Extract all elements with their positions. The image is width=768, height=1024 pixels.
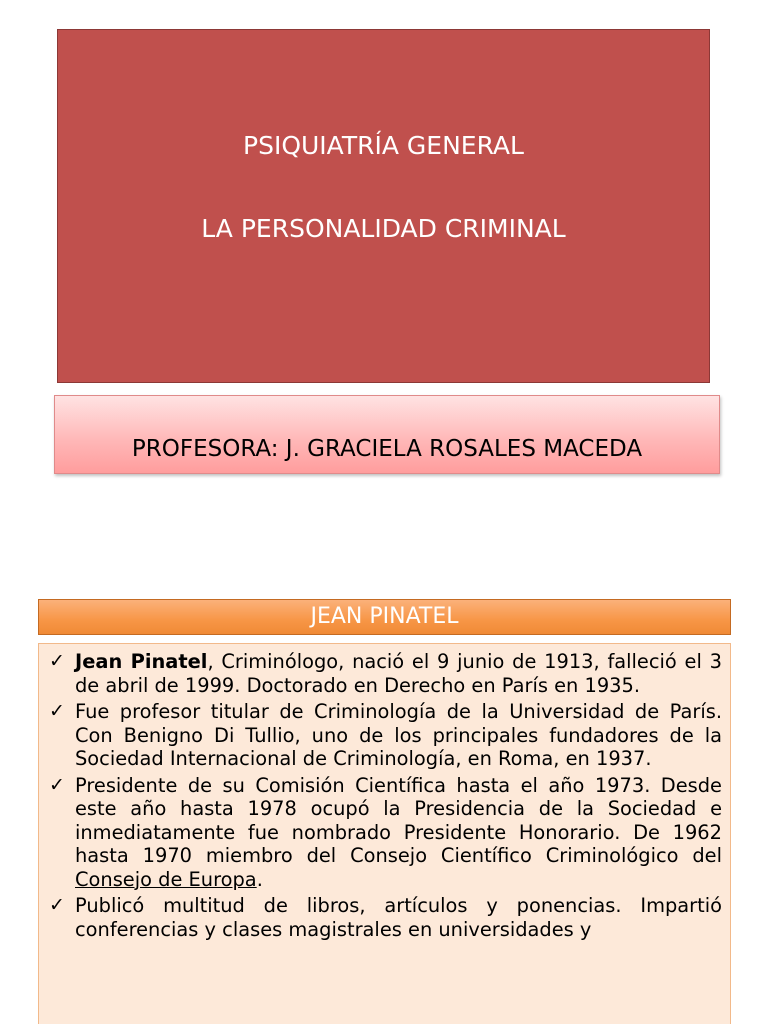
title-box [57,29,710,383]
professor-box [54,395,720,474]
bullet-text: , Criminólogo, nació el 9 junio de 1913, falleció el 3 de abril de 1999. Doctorado en Derecho en París en 1935. [75,650,722,697]
consejo-europa-link[interactable]: Consejo de Europa [75,867,257,891]
bullet-list [49,650,722,941]
bullet-professor [49,700,722,771]
bullet-text: Fue profesor titular de Criminología de la Universidad de París. Con Benigno Di Tullio, uno de los principales fundadores de la Sociedad Internacional de Criminología, en Roma, en 1937. [75,700,722,770]
bullet-text-end: . [256,867,263,891]
check-icon: ✓ [49,700,65,722]
topic-title: LA PERSONALIDAD CRIMINAL [201,214,566,243]
bullet-text: Presidente de su Comisión Científica hasta el año 1973. Desde este año hasta 1978 ocupó la Presidencia de la Sociedad e inmediatamente fue nombrado Presidente Honorario. De 1962 hasta 1970 miembro del Consejo Científico Criminológico del [75,773,722,867]
professor-name: PROFESORA: J. GRACIELA ROSALES MACEDA [131,436,643,462]
check-icon: ✓ [49,650,65,672]
check-icon: ✓ [49,894,65,916]
bullet-bold-lead: Jean Pinatel [75,650,208,673]
bullet-text: Publicó multitud de libros, artículos y ponencias. Impartió conferencias y clases magistrales en universidades y [75,894,722,941]
bullet-publications [49,894,722,941]
bullet-president [49,774,722,892]
bullet-birth [49,650,722,697]
section-header: JEAN PINATEL [38,599,731,635]
check-icon: ✓ [49,773,65,796]
content-box [38,643,731,1024]
course-title: PSIQUIATRÍA GENERAL [243,131,524,160]
